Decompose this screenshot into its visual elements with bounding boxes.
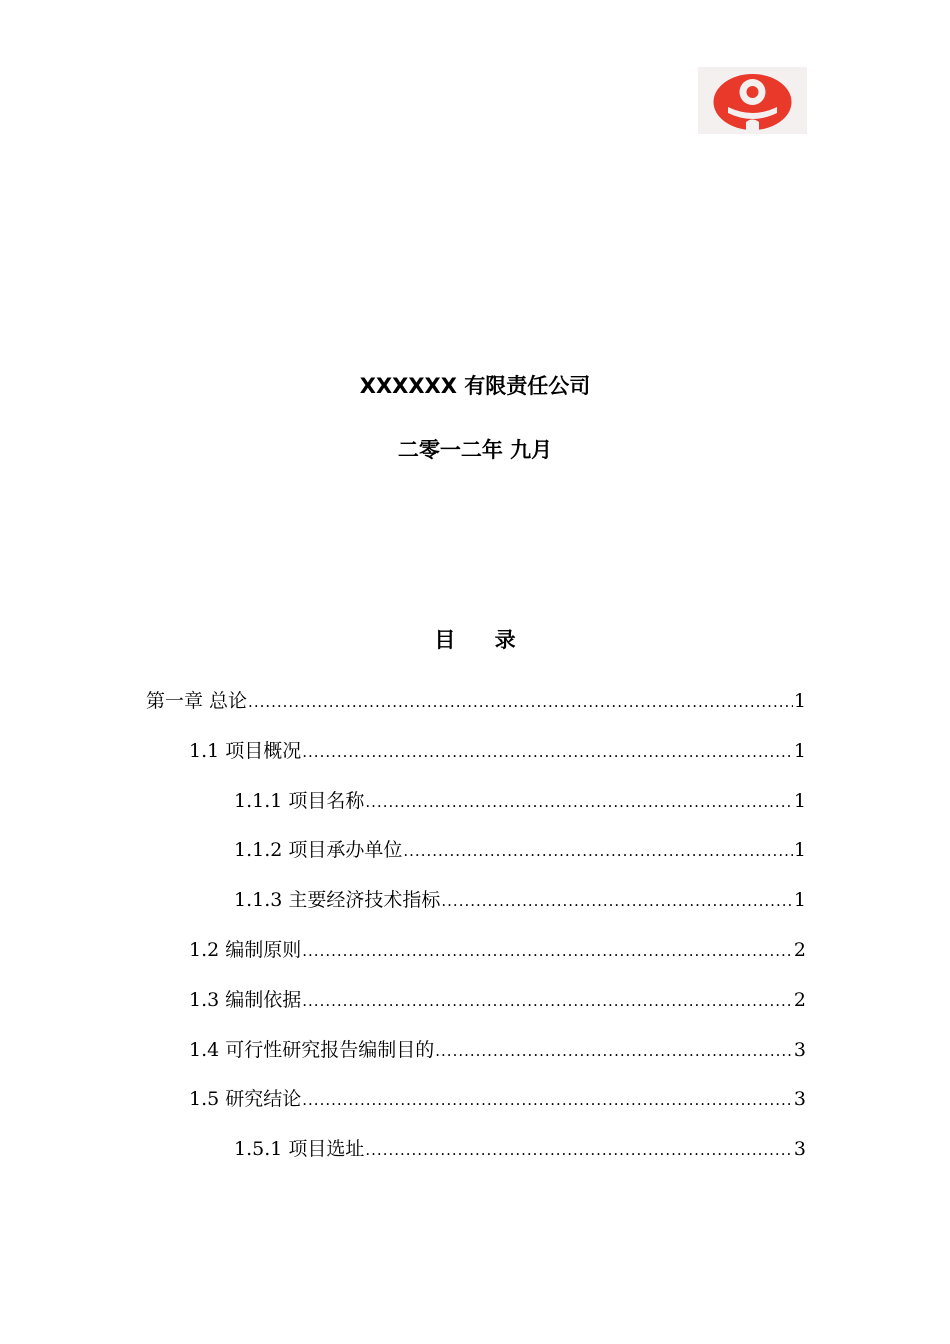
toc-entry-label: 第一章 总论 bbox=[146, 690, 248, 712]
toc-entry-page: 1 bbox=[793, 739, 806, 762]
toc-entry-label: 1.3 编制依据 bbox=[189, 988, 302, 1011]
toc-entry[interactable] bbox=[234, 885, 806, 915]
toc-entry[interactable] bbox=[189, 736, 806, 766]
toc-dot-leader bbox=[441, 886, 793, 916]
toc-dot-leader bbox=[302, 737, 793, 767]
toc-dot-leader bbox=[403, 836, 793, 866]
toc-title: 目 录 bbox=[434, 628, 532, 652]
toc-dot-leader bbox=[435, 1036, 793, 1066]
toc-entry-label: 1.5.1 项目选址 bbox=[234, 1138, 365, 1161]
report-date: 二零一二年 九月 bbox=[397, 438, 553, 462]
toc-entry[interactable] bbox=[234, 1134, 806, 1164]
toc-entry-page: 3 bbox=[793, 1088, 806, 1111]
toc-entry[interactable] bbox=[189, 985, 806, 1015]
toc-dot-leader bbox=[302, 936, 793, 966]
toc-entry-page: 1 bbox=[793, 889, 806, 912]
toc-entry[interactable] bbox=[146, 686, 806, 716]
toc-entry-label: 1.4 可行性研究报告编制目的 bbox=[189, 1038, 435, 1061]
toc-dot-leader bbox=[302, 1085, 793, 1115]
toc-dot-leader bbox=[248, 687, 793, 717]
toc-dot-leader bbox=[365, 787, 793, 817]
toc-entry-page: 2 bbox=[793, 939, 806, 961]
toc-entry-page: 3 bbox=[793, 1038, 806, 1061]
toc-entry-page: 1 bbox=[793, 789, 806, 812]
toc-entry-label: 1.2 编制原则 bbox=[189, 939, 302, 961]
toc-entry[interactable] bbox=[189, 1035, 806, 1065]
bank-logo-icon bbox=[698, 67, 807, 134]
toc-entry-page: 1 bbox=[793, 690, 806, 712]
toc-entry[interactable] bbox=[189, 1084, 806, 1114]
toc-entry[interactable] bbox=[189, 935, 806, 965]
company-name: XXXXXX 有限责任公司 bbox=[359, 374, 591, 398]
toc-dot-leader bbox=[365, 1135, 793, 1165]
toc-entry[interactable] bbox=[234, 835, 806, 865]
toc-entry-page: 1 bbox=[793, 839, 806, 862]
toc-entry-label: 1.1 项目概况 bbox=[189, 739, 302, 762]
toc-entry-page: 3 bbox=[793, 1138, 806, 1161]
toc-entry-label: 1.1.1 项目名称 bbox=[234, 789, 365, 812]
toc-dot-leader bbox=[302, 986, 793, 1016]
toc-entry[interactable] bbox=[234, 786, 806, 816]
toc-entry-label: 1.1.3 主要经济技术指标 bbox=[234, 889, 441, 912]
toc-entry-label: 1.1.2 项目承办单位 bbox=[234, 839, 403, 862]
toc-entry-page: 2 bbox=[793, 988, 806, 1011]
toc-entry-label: 1.5 研究结论 bbox=[189, 1088, 302, 1111]
